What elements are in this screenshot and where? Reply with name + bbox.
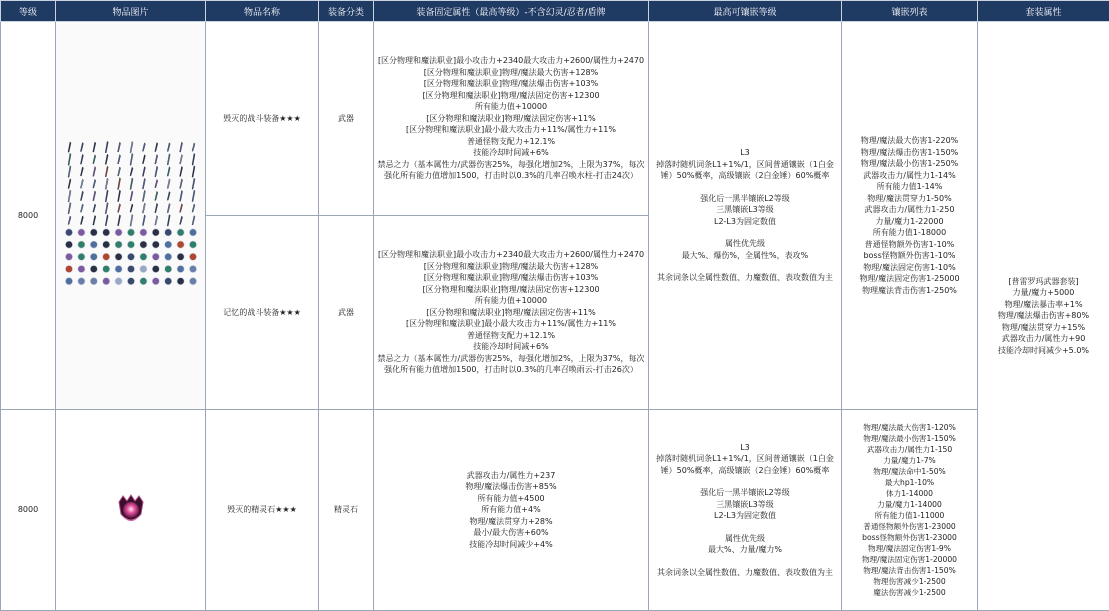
text-line: 力量/魔力+5000	[1012, 288, 1075, 298]
weapon-icon	[127, 228, 134, 235]
weapon-icon	[68, 202, 71, 213]
weapon-icon	[167, 191, 170, 200]
text-line: 其余词条以全属性数值、力魔数值、表攻数值为主	[657, 567, 833, 577]
weapon-icon	[142, 142, 145, 150]
text-line: 物理伤害减少1-2500	[873, 577, 946, 586]
text-line: 力量/魔力1-14000	[877, 500, 942, 509]
attr-list	[376, 55, 646, 182]
text-line: 强化后一黑半镶嵌L2等级	[700, 488, 790, 498]
weapon-icon	[192, 165, 195, 176]
text-line: 物理/魔法暴击率+1%	[1004, 299, 1083, 309]
weapon-icon	[179, 216, 182, 224]
weapon-icon	[102, 265, 109, 272]
weapon-icon	[139, 265, 146, 272]
text-line: [区分物理和魔法职业]物理/魔法爆击伤害+103%	[423, 273, 599, 283]
text-line: 掉落时随机词条L1+1%/1，区间普通镶嵌（1白金锤）50%概率，高级镶嵌（2白金锤）60%概率	[656, 159, 834, 181]
weapon-icon	[139, 228, 146, 235]
weapon-icon	[179, 178, 182, 188]
text-line: 物理/魔法背击伤害1-150%	[863, 566, 956, 575]
text-line: [区分物理和魔法职业]最小攻击力+2340最大攻击力+2600/属性力+2470	[377, 250, 645, 260]
weapon-icons-grid	[63, 141, 199, 291]
weapon-icon	[105, 202, 108, 213]
text-line: 最大%、力量/魔力%	[708, 545, 782, 555]
weapon-icon	[179, 190, 182, 201]
text-line: 最大hp1-10%	[884, 478, 935, 487]
weapon-icon	[92, 179, 95, 188]
weapon-icon	[189, 277, 196, 284]
text-line: [区分物理和魔法职业]物理/魔法固定伤害+11%	[426, 113, 596, 123]
text-line: 禁忌之力（基本属性力/武器伤害25%，每强化增加2%，上限为37%，每次强化所有能力值增加1500，打击时以0.3%的几率召唤雨云-打击26次）	[377, 353, 645, 375]
text-line: 物理/魔法固定伤害1-20000	[861, 555, 958, 564]
text-line: 魔法伤害减少1-2500	[873, 588, 946, 597]
weapon-icon	[152, 253, 159, 260]
text-line: [区分物理和魔法职业]物理/魔法固定伤害+11%	[426, 307, 596, 317]
text-line	[651, 556, 839, 567]
text-line: 物理/魔法固定伤害1-10%	[863, 262, 956, 272]
text-line: 其余词条以全属性数值、力魔数值、表攻数值为主	[657, 273, 833, 283]
socket-list-cell	[842, 22, 978, 410]
text-line: 属性优先级	[725, 533, 765, 543]
weapon-icon	[142, 203, 145, 213]
weapon-icon	[142, 178, 145, 189]
header-category: 装备分类	[319, 1, 374, 22]
weapon-icon	[142, 166, 145, 176]
weapon-icon	[130, 153, 133, 165]
weapon-icon	[117, 142, 120, 152]
weapon-icon	[80, 142, 83, 151]
weapon-icon	[65, 265, 72, 272]
weapon-icon	[80, 203, 83, 211]
text-line: 属性优先级	[725, 239, 765, 249]
fixed-attrs-cell	[374, 22, 649, 216]
attr-list	[376, 470, 646, 551]
weapon-icon	[154, 215, 157, 224]
text-line: 所有能力值+10000	[474, 296, 548, 306]
text-line: 物理/魔法最大伤害1-120%	[863, 423, 956, 432]
weapon-icon	[115, 241, 122, 248]
fixed-attrs-cell	[374, 410, 649, 611]
weapon-icon	[127, 277, 134, 284]
text-line: 最小/最大伤害+60%	[473, 528, 549, 538]
weapon-icon	[192, 142, 195, 150]
weapon-icon	[115, 265, 122, 272]
text-line: 武器攻击力/属性力1-14%	[863, 170, 956, 180]
weapon-icon	[142, 154, 145, 163]
text-line: 掉落时随机词条L1+1%/1，区间普通镶嵌（1白金锤）50%概率，高级镶嵌（2白金锤）60%概率	[656, 454, 834, 475]
item-name: 毁灭的精灵石★★★	[206, 410, 319, 611]
socket-list	[844, 422, 975, 598]
weapon-icon	[177, 253, 184, 260]
text-line: boss怪物额外伤害1-10%	[863, 251, 956, 260]
socket-info-list	[651, 442, 839, 579]
weapon-icon	[164, 228, 171, 235]
item-image-cell	[56, 410, 206, 611]
socket-info-cell	[649, 22, 842, 410]
weapon-icon	[90, 253, 97, 260]
weapon-icon	[80, 166, 83, 175]
weapon-icon	[77, 241, 84, 248]
weapon-icon	[152, 228, 159, 235]
text-line: 所有能力值1-18000	[872, 228, 947, 237]
weapon-icon	[167, 153, 170, 164]
weapon-icon	[115, 277, 122, 284]
weapon-icon	[177, 265, 184, 272]
weapon-icon	[92, 203, 95, 211]
text-line: 物理/魔法贯穿力+28%	[469, 516, 553, 526]
text-line: 物理/魔法最小伤害1-150%	[863, 434, 956, 443]
weapon-icon	[68, 189, 71, 201]
header-name: 物品名称	[206, 1, 319, 22]
text-line: boss怪物额外伤害1-23000	[862, 533, 957, 542]
weapon-icon	[152, 265, 159, 272]
header-max-socket: 最高可镶嵌等级	[649, 1, 842, 22]
weapon-icon	[80, 154, 83, 164]
header-level: 等级	[1, 1, 56, 22]
socket-list-cell	[842, 410, 978, 611]
weapon-icon	[77, 253, 84, 260]
weapon-icon	[154, 166, 157, 177]
table-row	[1, 22, 1109, 216]
weapon-icon	[65, 253, 72, 260]
header-set-bonus: 套装属性	[978, 1, 1109, 22]
weapon-icon	[177, 277, 184, 284]
text-line: 普通怪物额外伤害1-23000	[863, 522, 956, 531]
attr-list	[376, 249, 646, 376]
weapon-icon	[130, 214, 133, 226]
weapon-icon	[189, 253, 196, 260]
weapon-icon	[115, 253, 122, 260]
weapon-icon	[177, 241, 184, 248]
weapon-icon	[142, 190, 145, 201]
weapon-icon	[77, 228, 84, 235]
weapon-icon	[130, 141, 133, 152]
header-image: 物品图片	[56, 1, 206, 22]
table-row	[1, 410, 1109, 611]
text-line: 技能冷却时间减+6%	[473, 342, 549, 352]
text-line: 物理魔法背击伤害1-250%	[862, 285, 957, 295]
socket-info-list	[651, 147, 839, 284]
text-line: 物理/魔法爆击伤害+85%	[465, 482, 557, 492]
weapon-icon	[65, 277, 72, 284]
text-line	[651, 182, 839, 193]
text-line: 普通怪物支配力+12.1%	[466, 330, 556, 340]
weapon-icon	[192, 153, 195, 165]
weapon-icon	[90, 265, 97, 272]
text-line: 所有能力值1-14%	[876, 182, 943, 191]
header-fixed-attrs: 装备固定属性（最高等级）-不含幻灵/忍者/盾牌	[374, 1, 649, 22]
text-line: [区分物理和魔法职业]最小最大攻击力+11%/属性力+11%	[406, 125, 616, 135]
weapon-icon	[179, 166, 182, 176]
weapon-icon	[142, 214, 145, 225]
weapon-icon	[90, 241, 97, 248]
weapon-icon	[179, 142, 182, 152]
weapon-icon	[117, 203, 120, 212]
weapon-icon	[127, 241, 134, 248]
weapon-icon	[80, 215, 83, 223]
weapon-icon	[130, 190, 133, 200]
weapon-icon	[154, 142, 157, 151]
weapon-icon	[77, 265, 84, 272]
text-line: 力量/魔力1-22000	[875, 216, 944, 226]
weapon-icon	[68, 216, 71, 224]
weapon-icon	[154, 191, 157, 200]
item-name: 毁灭的战斗装备★★★	[206, 22, 319, 216]
text-line: 技能冷却时间减少+4%	[469, 539, 553, 549]
text-line: 所有能力值+4%	[481, 505, 541, 515]
text-line: 所有能力值+4500	[477, 493, 545, 503]
weapon-icon	[167, 214, 170, 226]
text-line: 所有能力值1-11000	[874, 511, 945, 520]
text-line: 禁忌之力（基本属性力/武器伤害25%，每强化增加2%，上限为37%，每次强化所有能力值增加1500，打击时以0.3%的几率召唤水柱-打击24次）	[377, 159, 645, 181]
weapon-icon	[68, 153, 71, 165]
weapon-icon	[80, 179, 83, 188]
item-category: 武器	[319, 216, 374, 410]
item-category: 精灵石	[319, 410, 374, 611]
weapon-icon	[90, 277, 97, 284]
weapon-icon	[117, 214, 120, 225]
text-line: 武器攻击力/属性力1-250	[864, 205, 955, 214]
text-line: 物理/魔法贯穿力1-50%	[867, 193, 952, 203]
text-line: 物理/魔法贯穿力+15%	[1001, 322, 1086, 332]
weapon-icon	[68, 141, 71, 151]
text-line: 最大%、爆伤%，全属性%，表攻%	[681, 250, 809, 260]
weapon-icon	[139, 277, 146, 284]
weapon-icon	[167, 203, 170, 212]
weapon-icon	[192, 178, 195, 189]
text-line: L2-L3为固定数值	[714, 216, 776, 226]
weapon-icon	[117, 190, 120, 201]
text-line	[651, 261, 839, 272]
item-image-cell	[56, 22, 206, 410]
item-category: 武器	[319, 22, 374, 216]
text-line: 物理/魔法最小伤害1-250%	[860, 159, 959, 168]
weapon-icon	[65, 241, 72, 248]
text-line: 武器攻击力/属性力+237	[466, 470, 556, 480]
weapon-icon	[130, 203, 133, 211]
weapon-icon	[164, 277, 171, 284]
weapon-icon	[179, 203, 182, 212]
weapon-icon	[117, 177, 120, 189]
text-line: 所有能力值+10000	[474, 102, 548, 112]
text-line: [区分物理和魔法职业]物理/魔法爆击伤害+103%	[423, 79, 599, 89]
text-line: 物理/魔法爆击伤害1-150%	[860, 147, 959, 157]
weapon-icon	[117, 154, 120, 163]
text-line: 武器攻击力/属性力+90	[1001, 334, 1086, 344]
weapon-icon	[154, 203, 157, 212]
weapon-icon	[77, 277, 84, 284]
text-line	[651, 476, 839, 487]
text-line: [区分物理和魔法职业]最小最大攻击力+11%/属性力+11%	[406, 319, 616, 329]
weapon-icon	[105, 214, 108, 225]
text-line: L2-L3为固定数值	[714, 511, 776, 521]
weapon-icon	[139, 241, 146, 248]
weapon-icon	[164, 253, 171, 260]
weapon-icon	[139, 253, 146, 260]
text-line: 体力1-14000	[886, 489, 933, 498]
weapon-icon	[92, 141, 95, 151]
set-bonus-cell	[978, 22, 1109, 611]
weapon-icon	[130, 177, 133, 188]
weapon-icon	[154, 154, 157, 163]
weapon-icon	[105, 141, 108, 153]
weapon-icon	[105, 178, 108, 189]
item-name: 记忆的战斗装备★★★	[206, 216, 319, 410]
fixed-attrs-cell	[374, 216, 649, 410]
text-line: 普通怪物额外伤害1-10%	[864, 239, 955, 249]
weapon-icon	[130, 167, 133, 175]
weapon-icon	[177, 228, 184, 235]
weapon-icon	[92, 190, 95, 200]
text-line	[651, 522, 839, 533]
text-line	[651, 227, 839, 238]
weapon-icon	[68, 165, 71, 177]
weapon-icon	[68, 178, 71, 188]
text-line: [区分物理和魔法职业]物理/魔法固定伤害+12300	[422, 90, 600, 100]
text-line: 力量/魔力1-7%	[883, 456, 936, 465]
text-line: 普通怪物支配力+12.1%	[466, 136, 556, 146]
weapon-icon	[102, 253, 109, 260]
weapon-icon	[189, 241, 196, 248]
text-line: 武器攻击力/属性力1-150	[866, 445, 953, 454]
weapon-icon	[189, 228, 196, 235]
text-line: [区分物理和魔法职业]物理/魔法最大伤害+128%	[423, 67, 599, 77]
weapon-icon	[192, 215, 195, 224]
set-bonus-list	[980, 276, 1107, 357]
text-line: 物理/魔法固定伤害1-9%	[868, 544, 951, 553]
weapon-icon	[105, 154, 108, 164]
weapon-icon	[127, 265, 134, 272]
socket-info-cell	[649, 410, 842, 611]
text-line: 三黑镶嵌L3等级	[716, 499, 774, 509]
text-line: 技能冷却时间减少+5.0%	[997, 345, 1090, 355]
weapon-icon	[167, 142, 170, 151]
weapon-icon	[167, 178, 170, 187]
spirit-stone-icon	[113, 492, 149, 528]
text-line: 物理/魔法爆击伤害+80%	[997, 311, 1090, 321]
weapon-icon	[92, 215, 95, 225]
weapon-icon	[92, 154, 95, 163]
weapon-icon	[115, 228, 122, 235]
text-line: 强化后一黑半镶嵌L2等级	[700, 193, 790, 203]
weapon-icon	[154, 179, 157, 187]
text-line: L3	[740, 442, 750, 452]
weapon-icon	[90, 228, 97, 235]
weapon-icon	[80, 191, 83, 200]
text-line: 物理/魔法命中1-50%	[873, 467, 946, 476]
text-line: 三黑镶嵌L3等级	[716, 205, 774, 215]
weapon-icon	[105, 189, 108, 201]
weapon-icon	[102, 277, 109, 284]
weapon-icon	[164, 241, 171, 248]
level-cell: 8000	[1, 410, 56, 611]
weapon-icon	[127, 253, 134, 260]
text-line: [区分物理和魔法职业]最小攻击力+2340最大攻击力+2600/属性力+2470	[377, 56, 645, 66]
weapon-icon	[117, 166, 120, 175]
socket-list	[844, 135, 975, 296]
weapon-icon	[65, 228, 72, 235]
text-line: L3	[740, 148, 750, 158]
text-line: [普雷罗玛武器套装]	[1008, 276, 1079, 286]
weapon-icon	[152, 277, 159, 284]
header-socket-list: 镶嵌列表	[842, 1, 978, 22]
header-row	[1, 1, 1109, 22]
text-line: 物理/魔法固定伤害1-25000	[859, 274, 960, 283]
level-cell: 8000	[1, 22, 56, 410]
text-line: [区分物理和魔法职业]物理/魔法最大伤害+128%	[423, 261, 599, 271]
weapon-icon	[152, 241, 159, 248]
weapon-icon	[105, 166, 108, 177]
weapon-icon	[192, 190, 195, 201]
weapon-icon	[102, 228, 109, 235]
text-line: 物理/魔法最大伤害1-220%	[860, 136, 959, 145]
weapon-icon	[192, 203, 195, 211]
text-line: 技能冷却时间减+6%	[473, 148, 549, 158]
weapon-icon	[164, 265, 171, 272]
text-line: [区分物理和魔法职业]物理/魔法固定伤害+12300	[422, 284, 600, 294]
weapon-icon	[102, 241, 109, 248]
weapon-icon	[189, 265, 196, 272]
weapon-icon	[92, 166, 95, 176]
weapon-icon	[179, 154, 182, 163]
weapon-icon	[167, 166, 170, 175]
